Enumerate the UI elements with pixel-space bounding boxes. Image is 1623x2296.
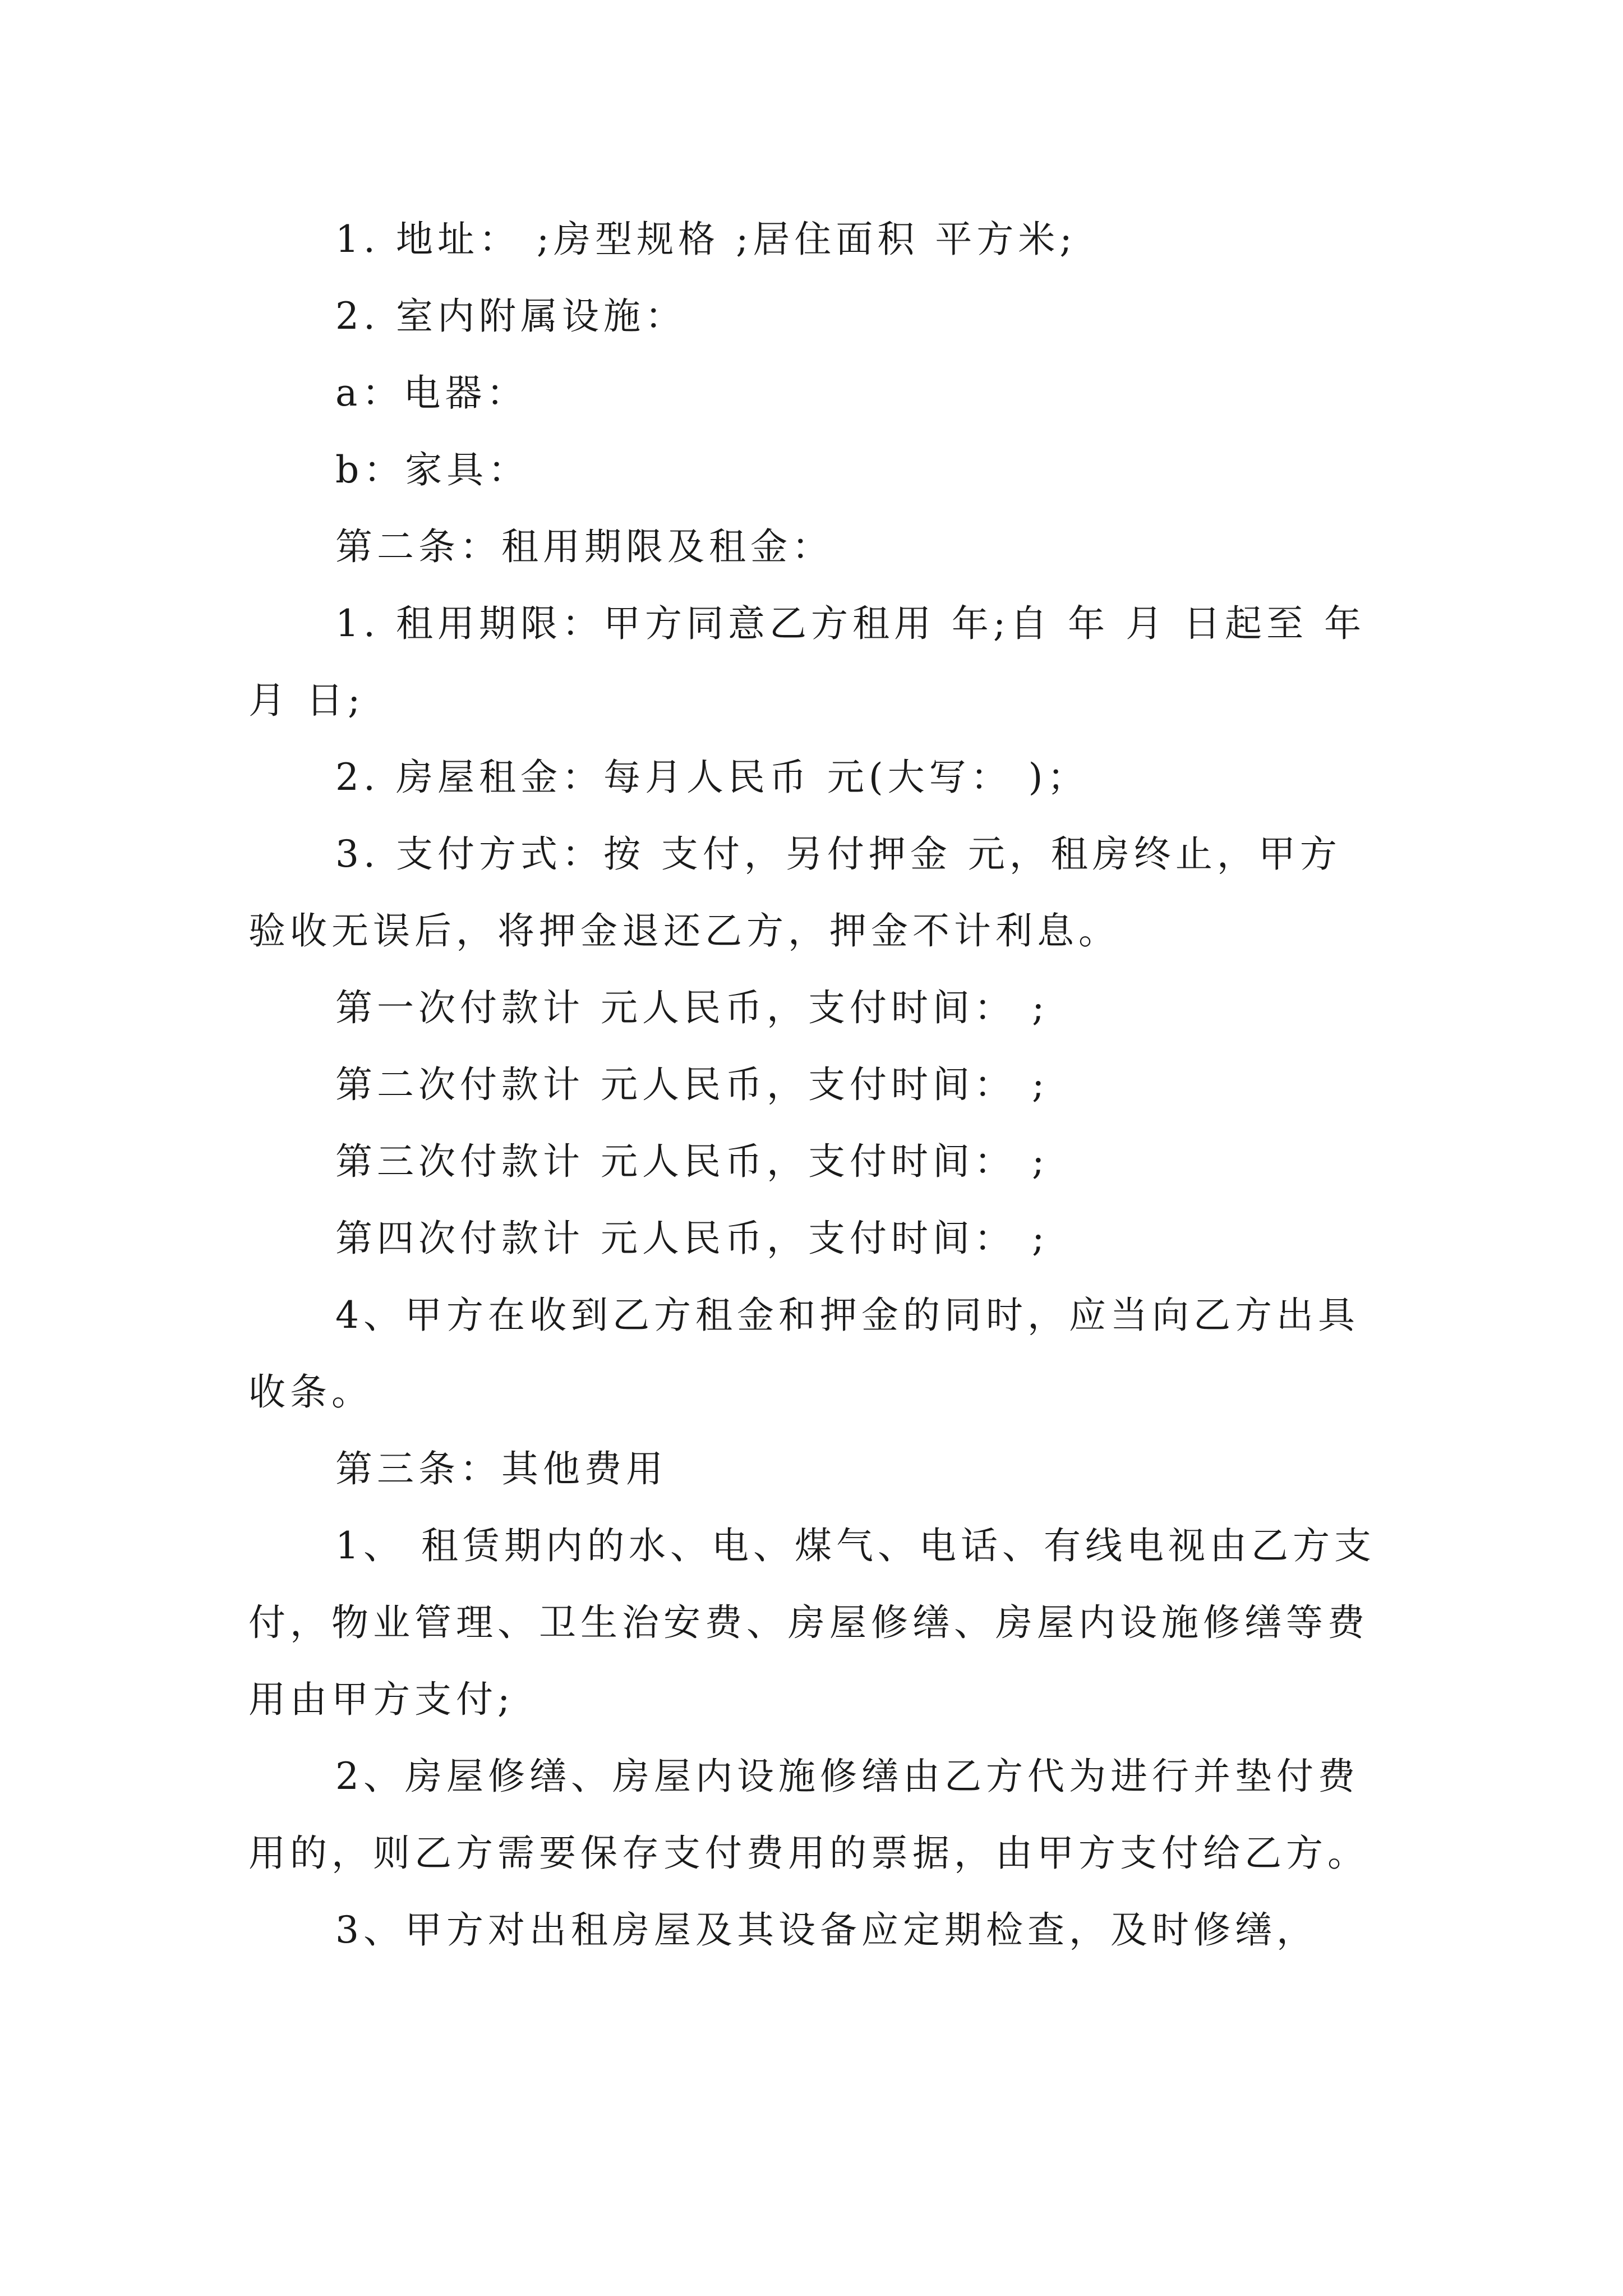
paragraph-payment-2: 第二次付款计 元人民币，支付时间： ; xyxy=(335,1063,1049,1106)
paragraph-lease-term: 1. 租用期限：甲方同意乙方租用 年;自 年 月 日起至 年 月 日; xyxy=(248,602,1366,722)
paragraph-payment-method: 3. 支付方式：按 支付，另付押金 元，租房终止，甲方验收无误后，将押金退还乙方，押金不计利息。 xyxy=(248,832,1341,953)
paragraph-facilities: 2. 室内附属设施： xyxy=(335,295,686,338)
paragraph-receipt: 4、甲方在收到乙方租金和押金的同时，应当向乙方出具收条。 xyxy=(248,1294,1359,1414)
paragraph-payment-3: 第三次付款计 元人民币，支付时间： ; xyxy=(335,1140,1049,1183)
paragraph-rent: 2. 房屋租金：每月人民币 元(大写： )； xyxy=(335,756,1089,799)
paragraph-address: 1. 地址： ;房型规格 ;居住面积 平方米; xyxy=(335,218,1077,261)
article-3-heading: 第三条：其他费用 xyxy=(335,1447,667,1490)
paragraph-payment-1: 第一次付款计 元人民币，支付时间： ; xyxy=(335,986,1049,1029)
paragraph-furniture: b：家具： xyxy=(335,448,530,491)
paragraph-payment-4: 第四次付款计 元人民币，支付时间： ; xyxy=(335,1217,1049,1260)
document-body xyxy=(248,201,1381,1968)
article-2-heading: 第二条：租用期限及租金： xyxy=(335,525,833,568)
paragraph-utilities: 1、 租赁期内的水、电、煤气、电话、有线电视由乙方支付，物业管理、卫生治安费、房屋修缮、房屋内设施修缮等费用由甲方支付; xyxy=(248,1524,1376,1721)
paragraph-inspection: 3、甲方对出租房屋及其设备应定期检查，及时修缮， xyxy=(335,1908,1318,1952)
paragraph-repairs-advance: 2、房屋修缮、房屋内设施修缮由乙方代为进行并垫付费用的，则乙方需要保存支付费用的票据，由甲方支付给乙方。 xyxy=(248,1755,1369,1875)
paragraph-appliances: a：电器： xyxy=(335,371,528,415)
